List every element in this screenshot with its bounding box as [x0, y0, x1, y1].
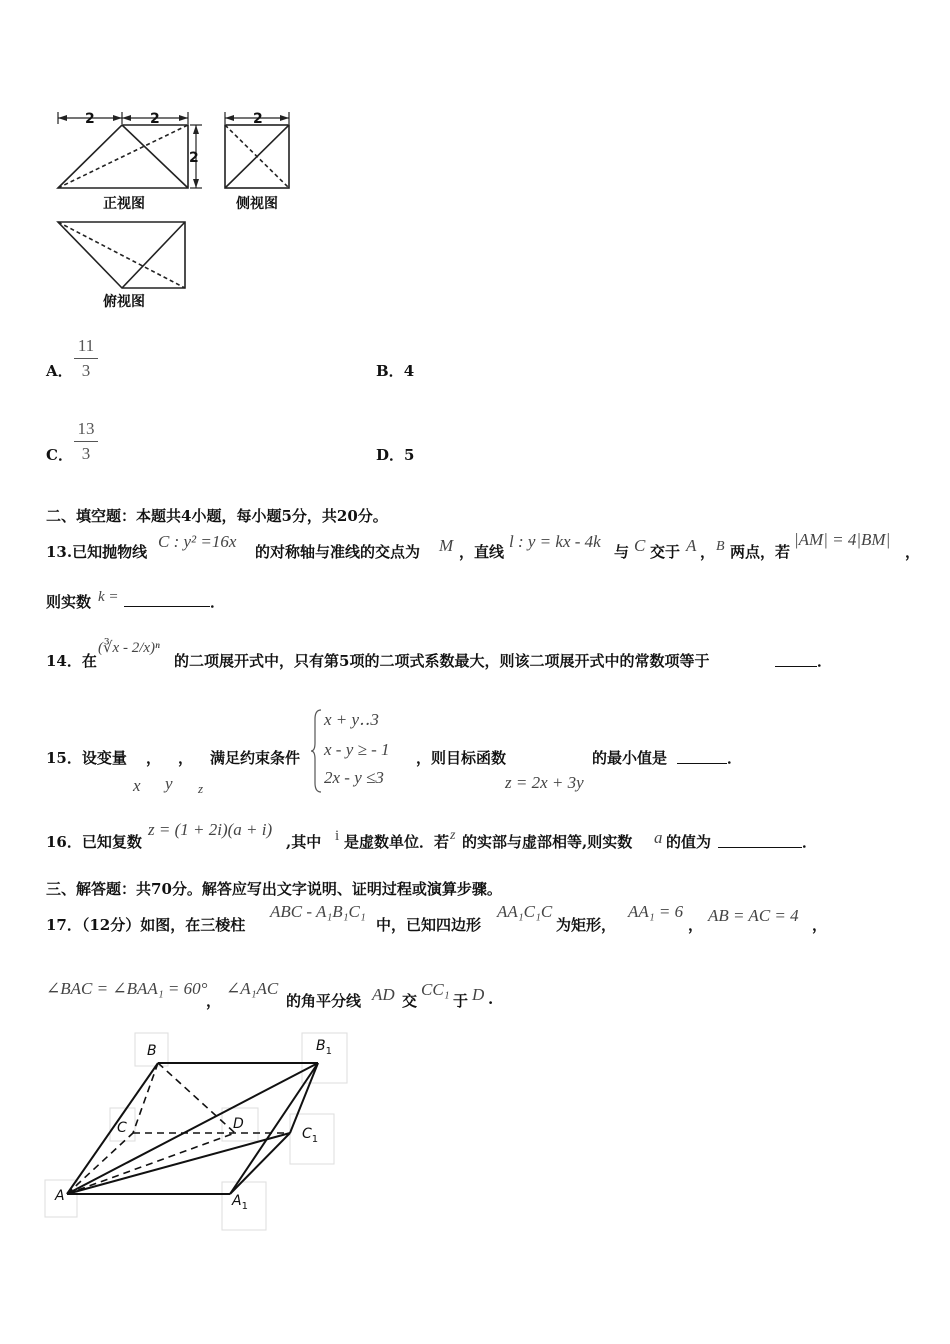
q17-prism: ABC - A₁B₁C₁ — [270, 902, 366, 921]
q17-ab-ac: AB = AC = 4 — [708, 906, 799, 925]
q17-ad: AD — [372, 985, 395, 1004]
q15-t4: 的最小值是 — [592, 749, 668, 767]
top-view-label: 俯视图 — [103, 294, 145, 310]
choice-c-letter: C． — [46, 446, 73, 464]
q16-t3: 是虚数单位．若 — [344, 833, 450, 851]
q16-t1: 16．已知复数 — [46, 833, 142, 851]
q15-constraint-1: x + y‥3 — [324, 710, 379, 729]
choice-a-fraction — [74, 336, 98, 381]
q17-t2: 中，已知四边形 — [376, 916, 482, 934]
q16-t4: 的实部与虚部相等,则实数 — [462, 833, 633, 851]
front-view-label: 正视图 — [103, 196, 145, 212]
q13-t7: 两点，若 — [730, 543, 791, 561]
q17-t10: . — [488, 990, 494, 1008]
front-view-edge — [122, 125, 188, 188]
q15-comma: ， — [146, 749, 162, 767]
q17-t1: 17．（12分）如图，在三棱柱 — [46, 916, 246, 934]
q13-c: C — [634, 536, 646, 555]
vertex-label-a: A — [55, 1188, 65, 1204]
q15-t3: ，则目标函数 — [416, 749, 507, 767]
q17-rect: AA₁C₁C — [497, 902, 553, 921]
dim-label: 2 — [150, 111, 160, 127]
q13-answer-blank[interactable] — [124, 590, 210, 607]
q15-var-z: z — [198, 781, 204, 796]
dim-label: 2 — [253, 111, 263, 127]
edge-AD-hidden — [67, 1133, 235, 1194]
q17-t6: ， — [206, 992, 222, 1010]
q15-var-y: y — [165, 774, 173, 793]
choice-b-value: 4 — [403, 362, 415, 380]
choice-d — [376, 444, 414, 465]
vertex-subscript: 1 — [241, 1201, 248, 1212]
q17-t5: ， — [812, 916, 828, 934]
vertex-label-b1 — [316, 1038, 332, 1057]
q13-t3: ，直线 — [459, 543, 505, 561]
q14-t3: ． — [817, 652, 833, 670]
vertex-letter: C — [302, 1126, 312, 1142]
q13-b: B — [716, 539, 725, 554]
q13-t1: 13.已知抛物线 — [46, 543, 148, 561]
q17-t3: 为矩形， — [556, 916, 617, 934]
section2-heading: 二、填空题：本题共4小题，每小题5分，共20分。 — [46, 507, 388, 525]
dim-label: 2 — [189, 150, 199, 166]
dim-label: 2 — [85, 111, 95, 127]
q13-point-m: M — [439, 536, 454, 555]
vertex-label-b: B — [147, 1043, 157, 1059]
q15-brace — [310, 707, 324, 795]
edge-AC1 — [67, 1133, 290, 1194]
edge-BC-hidden — [133, 1063, 158, 1133]
vertex-letter: B — [316, 1038, 326, 1054]
q16-a: a — [654, 828, 663, 847]
vertex-letter: A — [232, 1193, 242, 1209]
q15-objective: z = 2x + 3y — [505, 773, 584, 792]
section3-heading: 三、解答题：共70分。解答应写出文字说明、证明过程或演算步骤。 — [46, 880, 502, 898]
q14-binomial — [98, 626, 160, 670]
q15-var-x: x — [133, 776, 141, 795]
q15-comma: ， — [178, 749, 194, 767]
q13-t10: ． — [210, 593, 226, 611]
q13-a: A — [686, 536, 697, 555]
q17-cc1: CC₁ — [421, 980, 450, 999]
choice-d-value: 5 — [404, 446, 415, 464]
q16-t5: 的值为 — [666, 833, 712, 851]
q15-constraint-3: 2x - y ≤3 — [324, 768, 384, 787]
front-view-hidden-edge — [58, 125, 188, 188]
q17-d: D — [472, 985, 485, 1004]
q13-t6: ， — [700, 543, 716, 561]
three-view-figure — [40, 100, 310, 315]
q15-t1: 15．设变量 — [46, 749, 127, 767]
denominator: 3 — [81, 361, 91, 380]
choice-b-letter: B． — [376, 362, 404, 380]
choice-a-letter: A． — [46, 362, 73, 380]
q17-t8: 交 — [402, 992, 418, 1010]
q17-t7: 的角平分线 — [286, 992, 362, 1010]
vertex-label-c: C — [117, 1120, 127, 1136]
q17-aa1: AA₁ = 6 — [628, 902, 684, 921]
q15-t5: ． — [727, 749, 743, 767]
q13-line: l : y = kx - 4k — [509, 532, 601, 551]
numerator: 11 — [77, 336, 95, 355]
q13-k: k = — [98, 589, 119, 605]
choice-b — [376, 360, 414, 381]
q13-t4: 与 — [614, 543, 630, 561]
q13-t2: 的对称轴与准线的交点为 — [255, 543, 421, 561]
edge-AB1 — [67, 1063, 318, 1194]
q14-t1: 14．在 — [46, 652, 97, 670]
q16-t2: ,其中 — [286, 833, 322, 851]
edge-AB — [67, 1063, 158, 1194]
q16-complex: z = (1 + 2i)(a + i) — [148, 820, 273, 839]
vertex-subscript: 1 — [311, 1134, 319, 1145]
denominator: 3 — [81, 444, 91, 463]
q15-t2: 满足约束条件 — [210, 749, 301, 767]
q14-binomial-text: (∛x - 2/x)ⁿ — [98, 640, 160, 656]
q15-constraint-2: x - y ≥ - 1 — [324, 740, 390, 759]
vertex-subscript: 1 — [325, 1046, 332, 1057]
numerator: 13 — [77, 419, 95, 438]
q13-t5: 交于 — [650, 543, 681, 561]
q17-t9: 于 — [453, 992, 469, 1010]
q14-t2: 的二项展开式中，只有第5项的二项式系数最大，则该二项展开式中的常数项等于 — [174, 652, 710, 670]
q16-i: i — [335, 828, 340, 844]
q17-t4: ， — [688, 916, 704, 934]
q15-answer-blank[interactable] — [677, 748, 727, 764]
prism-figure — [40, 1030, 360, 1235]
vertex-label-c1 — [302, 1126, 318, 1145]
q17-angle-a1ac: ∠A₁AC — [226, 979, 279, 998]
q14-answer-blank[interactable] — [775, 651, 817, 667]
q16-t6: ． — [802, 833, 818, 851]
vertex-label-d: D — [233, 1116, 244, 1132]
choice-d-letter: D． — [376, 446, 405, 464]
vertex-label-a1 — [231, 1193, 248, 1212]
edge-BD-hidden — [158, 1063, 235, 1133]
q13-ratio: |AM| = 4|BM| — [794, 530, 891, 549]
q16-z: z — [450, 828, 456, 843]
q16-answer-blank[interactable] — [718, 832, 802, 848]
q13-parabola: C : y² =16x — [158, 532, 237, 551]
q13-t8: ， — [905, 543, 921, 561]
choice-c-fraction — [74, 419, 98, 464]
q17-angles: ∠BAC = ∠BAA₁ = 60° — [46, 979, 208, 998]
q13-t9: 则实数 — [46, 593, 92, 611]
side-view-label: 侧视图 — [236, 196, 278, 212]
